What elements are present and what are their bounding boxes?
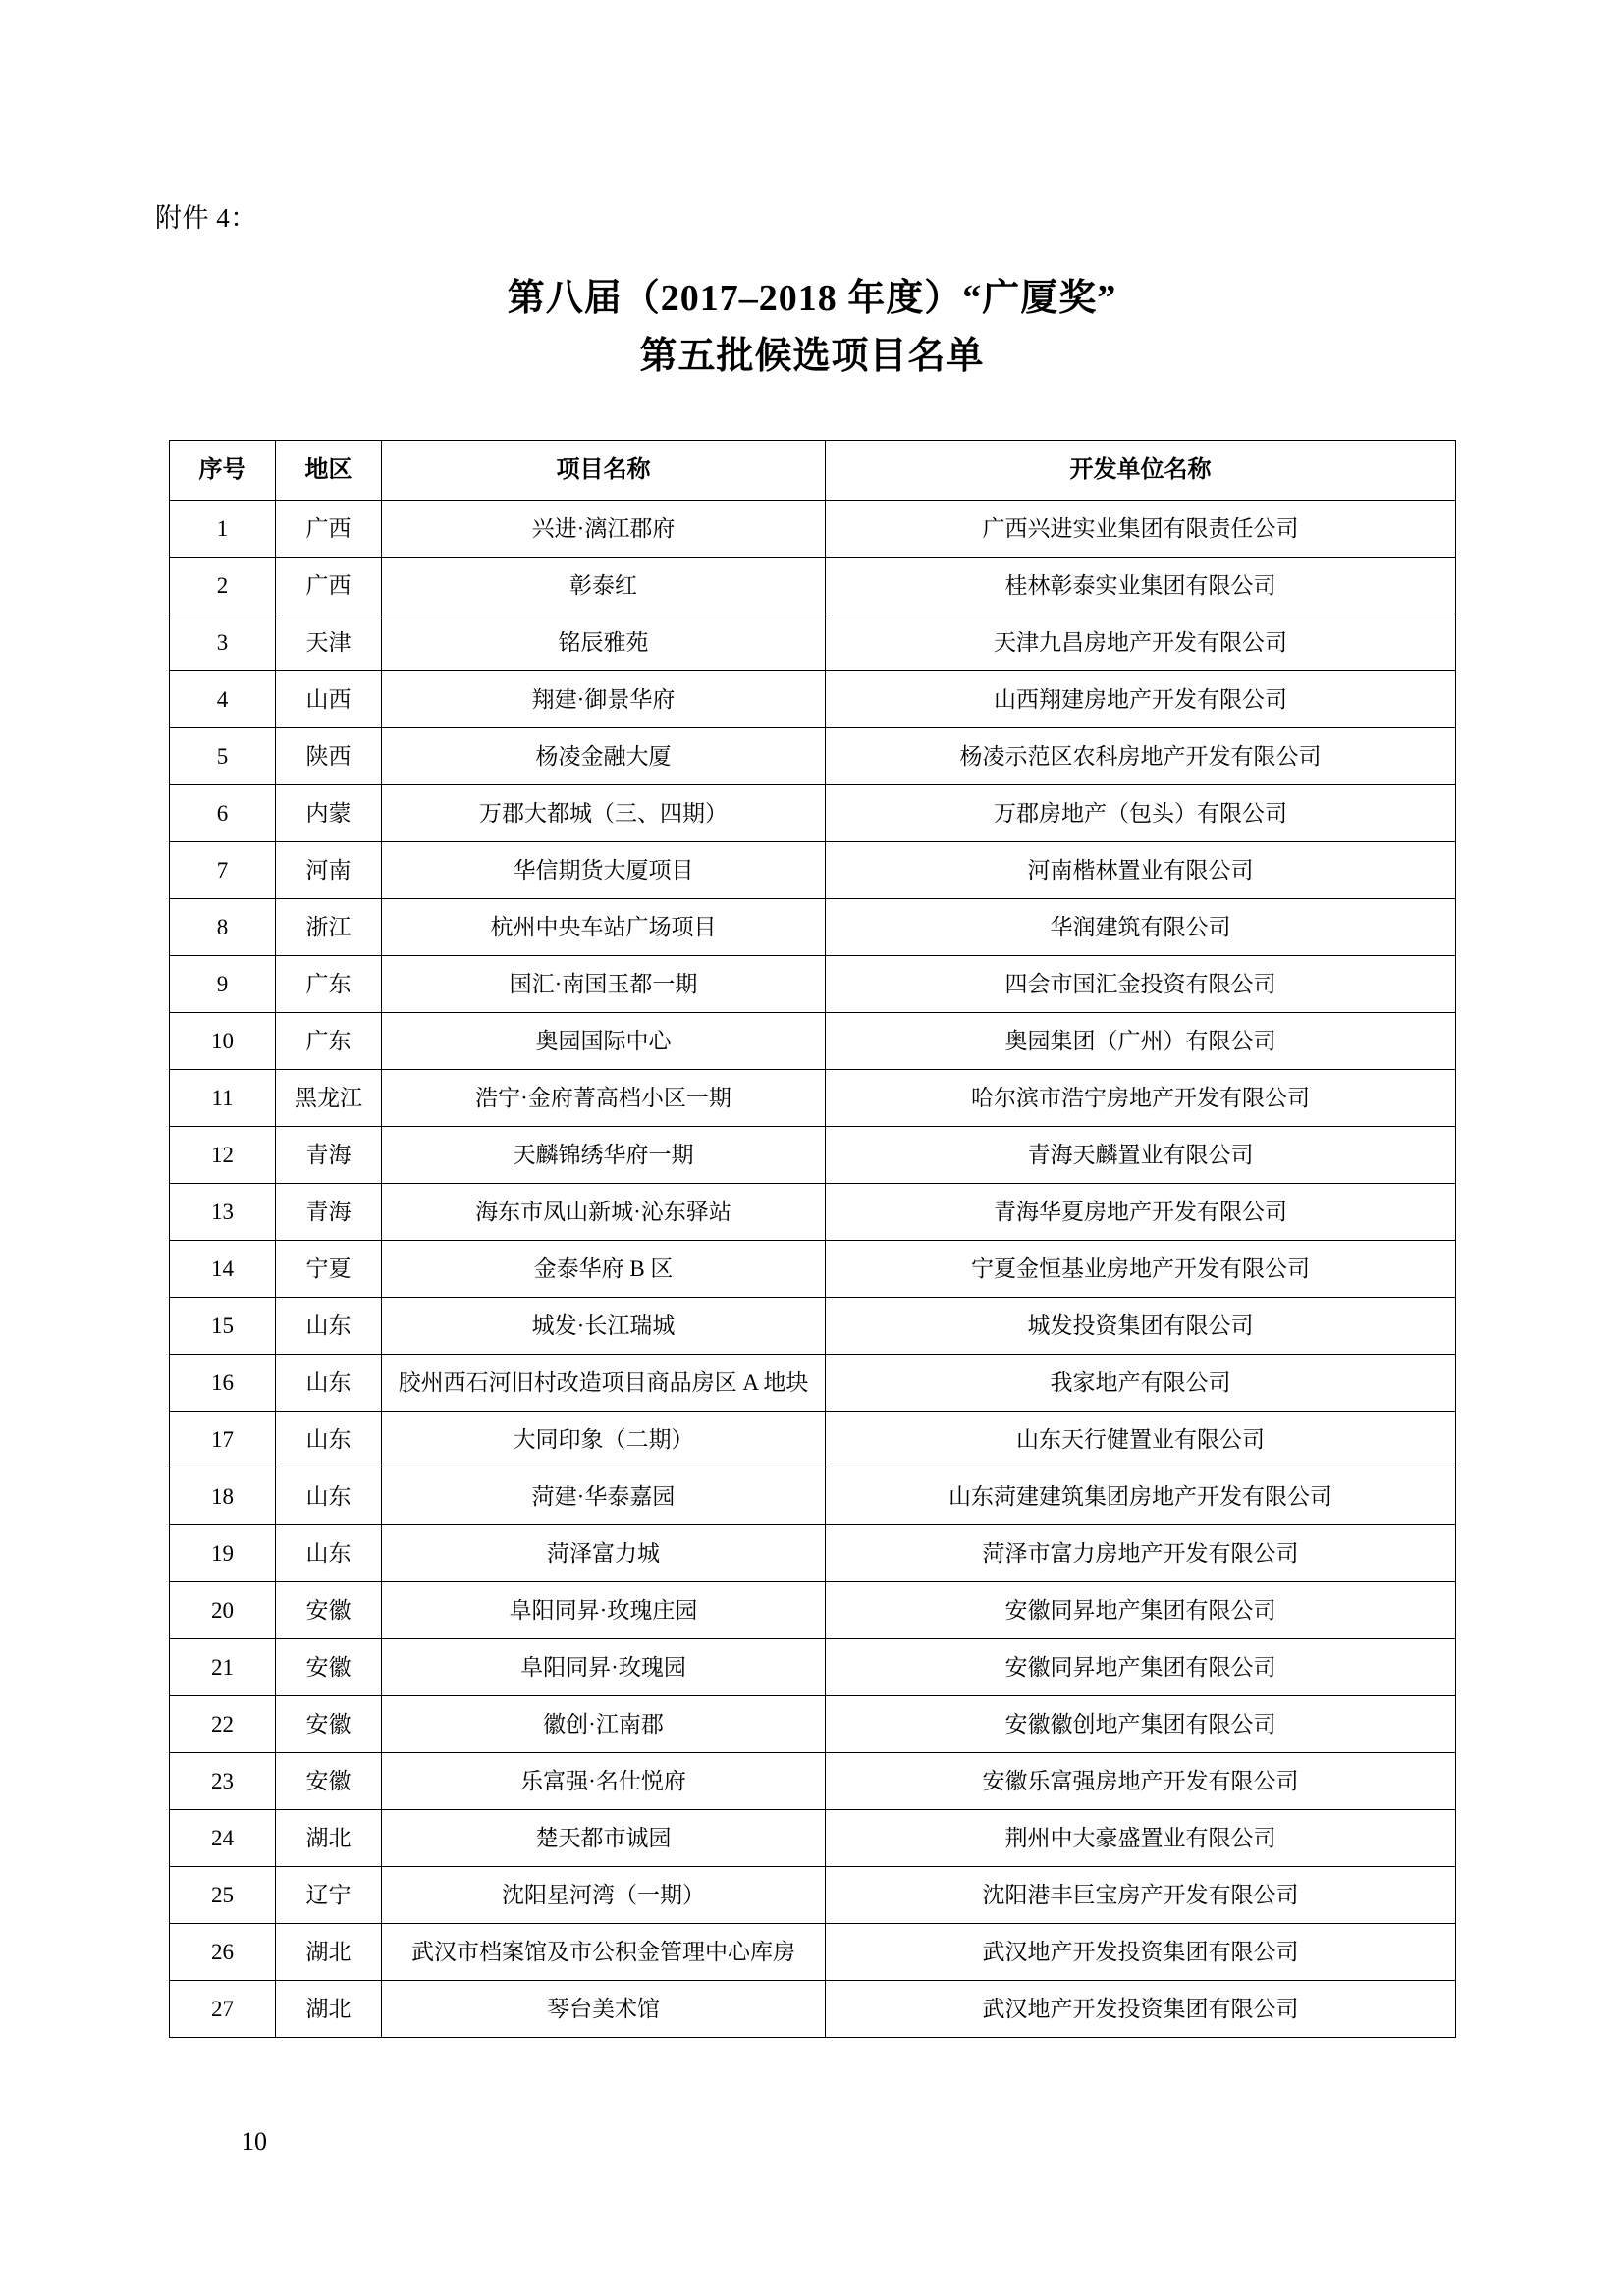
cell-developer: 安徽同昇地产集团有限公司 bbox=[826, 1639, 1456, 1696]
cell-region: 河南 bbox=[276, 842, 382, 899]
cell-index: 17 bbox=[170, 1412, 276, 1468]
cell-project: 铭辰雅苑 bbox=[382, 614, 826, 671]
cell-index: 27 bbox=[170, 1981, 276, 2038]
cell-developer: 河南楷林置业有限公司 bbox=[826, 842, 1456, 899]
table-row bbox=[170, 1355, 1456, 1412]
cell-index: 26 bbox=[170, 1924, 276, 1981]
cell-index: 20 bbox=[170, 1582, 276, 1639]
cell-index: 14 bbox=[170, 1241, 276, 1298]
table-row bbox=[170, 614, 1456, 671]
cell-developer: 菏泽市富力房地产开发有限公司 bbox=[826, 1525, 1456, 1582]
cell-region: 黑龙江 bbox=[276, 1070, 382, 1127]
cell-developer: 安徽乐富强房地产开发有限公司 bbox=[826, 1753, 1456, 1810]
cell-region: 安徽 bbox=[276, 1753, 382, 1810]
table-header-row bbox=[170, 441, 1456, 501]
cell-project: 万郡大都城（三、四期） bbox=[382, 785, 826, 842]
cell-project: 菏建·华泰嘉园 bbox=[382, 1468, 826, 1525]
cell-developer: 沈阳港丰巨宝房产开发有限公司 bbox=[826, 1867, 1456, 1924]
cell-index: 5 bbox=[170, 728, 276, 785]
cell-index: 15 bbox=[170, 1298, 276, 1355]
table-row bbox=[170, 1981, 1456, 2038]
cell-project: 国汇·南国玉都一期 bbox=[382, 956, 826, 1013]
cell-developer: 山西翔建房地产开发有限公司 bbox=[826, 671, 1456, 728]
cell-project: 阜阳同昇·玫瑰园 bbox=[382, 1639, 826, 1696]
attachment-label: 附件 4： bbox=[155, 203, 257, 233]
cell-region: 安徽 bbox=[276, 1582, 382, 1639]
cell-project: 杨凌金融大厦 bbox=[382, 728, 826, 785]
cell-index: 10 bbox=[170, 1013, 276, 1070]
candidate-projects-table bbox=[169, 440, 1456, 2038]
cell-region: 湖北 bbox=[276, 1981, 382, 2038]
cell-index: 1 bbox=[170, 501, 276, 558]
table-row bbox=[170, 1241, 1456, 1298]
cell-developer: 荆州中大豪盛置业有限公司 bbox=[826, 1810, 1456, 1867]
table-row bbox=[170, 1070, 1456, 1127]
page-title-line-1: 第八届（2017–2018 年度）“广厦奖” bbox=[507, 278, 1117, 319]
cell-developer: 青海华夏房地产开发有限公司 bbox=[826, 1184, 1456, 1241]
cell-project: 阜阳同昇·玫瑰庄园 bbox=[382, 1582, 826, 1639]
cell-index: 6 bbox=[170, 785, 276, 842]
cell-index: 12 bbox=[170, 1127, 276, 1184]
column-header-index: 序号 bbox=[170, 441, 276, 501]
cell-index: 23 bbox=[170, 1753, 276, 1810]
cell-index: 2 bbox=[170, 558, 276, 614]
cell-project: 大同印象（二期） bbox=[382, 1412, 826, 1468]
cell-region: 山东 bbox=[276, 1412, 382, 1468]
table-row bbox=[170, 1184, 1456, 1241]
table-row bbox=[170, 1924, 1456, 1981]
cell-region: 山东 bbox=[276, 1468, 382, 1525]
cell-project: 沈阳星河湾（一期） bbox=[382, 1867, 826, 1924]
cell-project: 彰泰红 bbox=[382, 558, 826, 614]
cell-project: 金泰华府 B 区 bbox=[382, 1241, 826, 1298]
cell-region: 青海 bbox=[276, 1127, 382, 1184]
cell-region: 广西 bbox=[276, 501, 382, 558]
table-row bbox=[170, 1867, 1456, 1924]
cell-region: 山西 bbox=[276, 671, 382, 728]
table-row bbox=[170, 1127, 1456, 1184]
cell-developer: 武汉地产开发投资集团有限公司 bbox=[826, 1924, 1456, 1981]
cell-index: 11 bbox=[170, 1070, 276, 1127]
cell-project: 乐富强·名仕悦府 bbox=[382, 1753, 826, 1810]
table-row bbox=[170, 1298, 1456, 1355]
cell-region: 陕西 bbox=[276, 728, 382, 785]
cell-developer: 天津九昌房地产开发有限公司 bbox=[826, 614, 1456, 671]
cell-developer: 奥园集团（广州）有限公司 bbox=[826, 1013, 1456, 1070]
cell-region: 湖北 bbox=[276, 1924, 382, 1981]
cell-index: 19 bbox=[170, 1525, 276, 1582]
cell-index: 22 bbox=[170, 1696, 276, 1753]
table-row bbox=[170, 1753, 1456, 1810]
column-header-developer: 开发单位名称 bbox=[826, 441, 1456, 501]
cell-region: 湖北 bbox=[276, 1810, 382, 1867]
cell-index: 7 bbox=[170, 842, 276, 899]
table-row bbox=[170, 671, 1456, 728]
cell-region: 山东 bbox=[276, 1525, 382, 1582]
cell-project: 杭州中央车站广场项目 bbox=[382, 899, 826, 956]
cell-region: 内蒙 bbox=[276, 785, 382, 842]
cell-developer: 我家地产有限公司 bbox=[826, 1355, 1456, 1412]
cell-project: 翔建·御景华府 bbox=[382, 671, 826, 728]
cell-developer: 万郡房地产（包头）有限公司 bbox=[826, 785, 1456, 842]
cell-project: 胶州西石河旧村改造项目商品房区 A 地块 bbox=[382, 1355, 826, 1412]
cell-region: 青海 bbox=[276, 1184, 382, 1241]
cell-region: 宁夏 bbox=[276, 1241, 382, 1298]
cell-developer: 广西兴进实业集团有限责任公司 bbox=[826, 501, 1456, 558]
page-title-line-2: 第五批候选项目名单 bbox=[639, 335, 985, 377]
cell-developer: 宁夏金恒基业房地产开发有限公司 bbox=[826, 1241, 1456, 1298]
table-row bbox=[170, 1468, 1456, 1525]
cell-developer: 桂林彰泰实业集团有限公司 bbox=[826, 558, 1456, 614]
cell-project: 武汉市档案馆及市公积金管理中心库房 bbox=[382, 1924, 826, 1981]
cell-index: 8 bbox=[170, 899, 276, 956]
cell-index: 13 bbox=[170, 1184, 276, 1241]
cell-project: 奥园国际中心 bbox=[382, 1013, 826, 1070]
table-row bbox=[170, 558, 1456, 614]
cell-region: 浙江 bbox=[276, 899, 382, 956]
cell-region: 安徽 bbox=[276, 1639, 382, 1696]
cell-index: 24 bbox=[170, 1810, 276, 1867]
column-header-project: 项目名称 bbox=[382, 441, 826, 501]
cell-developer: 山东菏建建筑集团房地产开发有限公司 bbox=[826, 1468, 1456, 1525]
cell-project: 天麟锦绣华府一期 bbox=[382, 1127, 826, 1184]
cell-index: 16 bbox=[170, 1355, 276, 1412]
cell-project: 楚天都市诚园 bbox=[382, 1810, 826, 1867]
table-row bbox=[170, 1582, 1456, 1639]
cell-project: 城发·长江瑞城 bbox=[382, 1298, 826, 1355]
cell-region: 天津 bbox=[276, 614, 382, 671]
cell-developer: 安徽同昇地产集团有限公司 bbox=[826, 1582, 1456, 1639]
page-title bbox=[0, 270, 1624, 386]
cell-index: 25 bbox=[170, 1867, 276, 1924]
table-row bbox=[170, 1013, 1456, 1070]
table-row bbox=[170, 1696, 1456, 1753]
cell-index: 3 bbox=[170, 614, 276, 671]
table-row bbox=[170, 899, 1456, 956]
table-row bbox=[170, 1810, 1456, 1867]
cell-developer: 青海天麟置业有限公司 bbox=[826, 1127, 1456, 1184]
table-row bbox=[170, 1525, 1456, 1582]
cell-developer: 安徽徽创地产集团有限公司 bbox=[826, 1696, 1456, 1753]
cell-index: 9 bbox=[170, 956, 276, 1013]
cell-region: 山东 bbox=[276, 1298, 382, 1355]
table-row bbox=[170, 785, 1456, 842]
table-row bbox=[170, 728, 1456, 785]
cell-project: 兴进·漓江郡府 bbox=[382, 501, 826, 558]
cell-developer: 山东天行健置业有限公司 bbox=[826, 1412, 1456, 1468]
table-row bbox=[170, 956, 1456, 1013]
cell-region: 广东 bbox=[276, 956, 382, 1013]
cell-developer: 四会市国汇金投资有限公司 bbox=[826, 956, 1456, 1013]
cell-region: 安徽 bbox=[276, 1696, 382, 1753]
table-row bbox=[170, 842, 1456, 899]
cell-project: 徽创·江南郡 bbox=[382, 1696, 826, 1753]
cell-developer: 哈尔滨市浩宁房地产开发有限公司 bbox=[826, 1070, 1456, 1127]
cell-developer: 杨凌示范区农科房地产开发有限公司 bbox=[826, 728, 1456, 785]
cell-region: 山东 bbox=[276, 1355, 382, 1412]
table-row bbox=[170, 501, 1456, 558]
cell-project: 浩宁·金府菁高档小区一期 bbox=[382, 1070, 826, 1127]
table-row bbox=[170, 1639, 1456, 1696]
column-header-region: 地区 bbox=[276, 441, 382, 501]
cell-index: 4 bbox=[170, 671, 276, 728]
cell-project: 琴台美术馆 bbox=[382, 1981, 826, 2038]
cell-project: 菏泽富力城 bbox=[382, 1525, 826, 1582]
cell-developer: 华润建筑有限公司 bbox=[826, 899, 1456, 956]
cell-region: 广西 bbox=[276, 558, 382, 614]
page-number: 10 bbox=[242, 2127, 267, 2156]
cell-project: 华信期货大厦项目 bbox=[382, 842, 826, 899]
table-row bbox=[170, 1412, 1456, 1468]
cell-index: 18 bbox=[170, 1468, 276, 1525]
cell-index: 21 bbox=[170, 1639, 276, 1696]
cell-developer: 城发投资集团有限公司 bbox=[826, 1298, 1456, 1355]
cell-region: 广东 bbox=[276, 1013, 382, 1070]
cell-region: 辽宁 bbox=[276, 1867, 382, 1924]
cell-project: 海东市凤山新城·沁东驿站 bbox=[382, 1184, 826, 1241]
cell-developer: 武汉地产开发投资集团有限公司 bbox=[826, 1981, 1456, 2038]
